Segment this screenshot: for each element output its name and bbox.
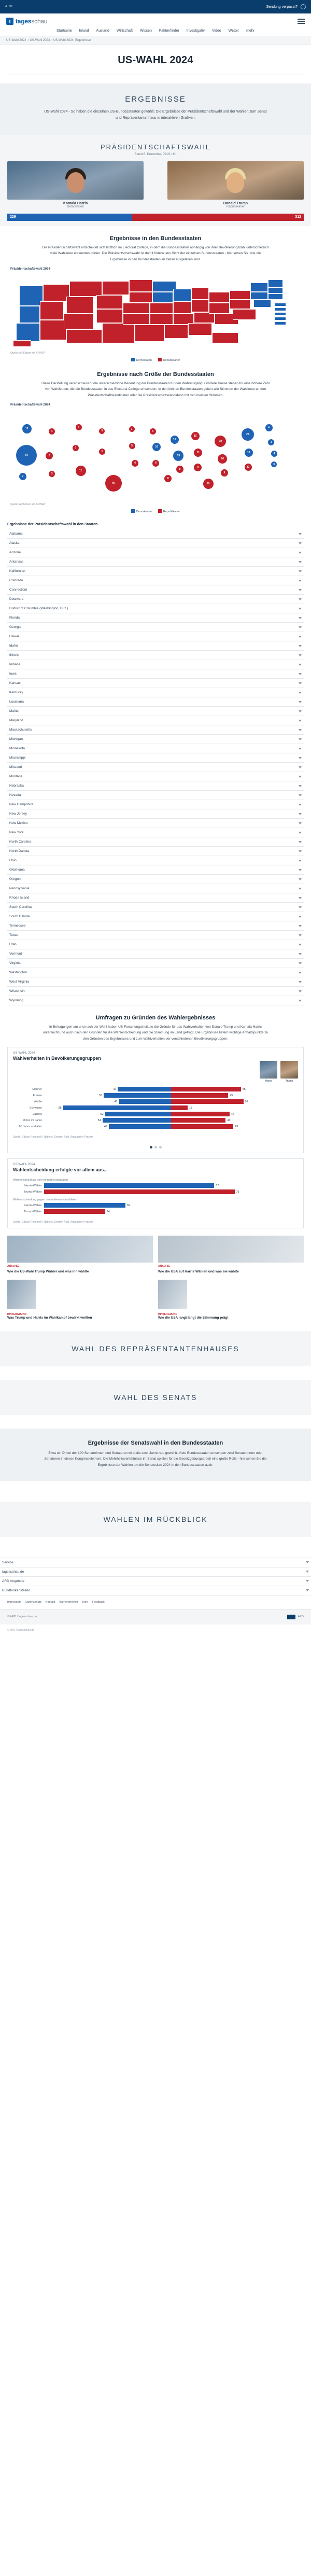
chevron-down-icon	[299, 766, 302, 768]
electoral-bar	[7, 214, 304, 221]
state-label: Alaska	[9, 541, 20, 545]
state-row-south-dakota[interactable]	[7, 912, 304, 921]
legend-democrats: Demokraten	[131, 358, 152, 362]
chevron-down-icon	[299, 822, 302, 824]
chevron-down-icon	[299, 692, 302, 694]
chart-row: Männer 42 55	[32, 1087, 246, 1091]
state-label: Arizona	[9, 551, 21, 555]
chevron-down-icon	[299, 580, 302, 582]
state-results-accordion	[0, 523, 311, 1005]
state-row-iowa[interactable]	[7, 669, 304, 679]
teaser-title[interactable]: Wie die USA auf Harris Wählen und was sie wählte	[158, 1270, 239, 1274]
presidential-timestamp: Stand 6. Dezember, 09:21 Uhr	[134, 152, 177, 156]
chevron-down-icon	[299, 804, 302, 806]
chevron-down-icon	[299, 729, 302, 731]
chevron-down-icon	[299, 841, 302, 843]
teaser-1[interactable]	[7, 1236, 153, 1275]
nav-item-startseite[interactable]: Startseite	[56, 29, 72, 33]
state-label: Montana	[9, 775, 23, 779]
chevron-down-icon	[299, 598, 302, 600]
ard-topbar	[0, 0, 311, 13]
chart-row: Trump-Wähler 24	[24, 1210, 110, 1213]
chevron-down-icon	[299, 589, 302, 591]
teaser-title[interactable]: Was Trump und Harris im Wahlkampf bewirkt wollten	[7, 1315, 92, 1320]
state-row-vermont[interactable]	[7, 949, 304, 959]
breadcrumb-item-3: US-Wahl 2024: Ergebnisse	[53, 39, 91, 42]
carousel-dot-3[interactable]	[159, 1146, 162, 1149]
chevron-down-icon	[299, 897, 302, 899]
chart-topics-title: Wahlentscheidung erfolgte vor allem aus...	[13, 1167, 108, 1173]
state-row-indiana[interactable]	[7, 660, 304, 669]
state-label: Wisconsin	[9, 989, 25, 993]
chart-thumb-trump: Trump	[280, 1061, 298, 1083]
nav-item-mehr[interactable]: mehr	[246, 29, 255, 33]
chevron-down-icon	[299, 682, 302, 684]
state-label: New York	[9, 831, 24, 835]
candidate-trump	[167, 161, 304, 208]
page-title: US-WAHL 2024	[118, 54, 193, 66]
chevron-down-icon	[299, 636, 302, 638]
teaser-image	[158, 1280, 187, 1309]
chart-topics-section-2: Wahlentscheidung gegen den anderen Kandidaten	[13, 1198, 77, 1202]
carousel-dot-2[interactable]	[154, 1146, 157, 1149]
chevron-down-icon	[299, 617, 302, 619]
state-label: Delaware	[9, 597, 24, 601]
state-label: Virginia	[9, 961, 21, 965]
chart-row: Schwarze 85 13	[29, 1106, 192, 1110]
chevron-down-icon	[306, 1580, 309, 1582]
candidate-harris-party: Demokraten	[67, 205, 84, 208]
brand-mark-icon: t	[6, 18, 13, 25]
state-row-mississippi[interactable]	[7, 753, 304, 763]
state-label: Iowa	[9, 672, 17, 676]
elector-map-footnote: Quelle: AP/Edison via AP/NEP	[10, 503, 46, 507]
chevron-down-icon	[299, 542, 302, 544]
state-row-texas[interactable]	[7, 931, 304, 940]
state-row-louisiana[interactable]	[7, 697, 304, 707]
teaser-category: HINTERGRUND	[158, 1312, 177, 1316]
chevron-down-icon	[299, 916, 302, 918]
teaser-category: ANALYSE	[7, 1265, 20, 1268]
state-label: Massachusetts	[9, 728, 32, 732]
state-map-text: Die Präsidentschaftswahl entscheidet sich letztlich im Electoral College, in dem die Bundesstaaten abhängig von ihrer Bevölkerungszahl unterschiedlich viele Wahlleute entsenden dürfen. Die Präsidentschaftswahl ist damit föderal aus Sicht der einzelnen Bundesstaaten - hier sehen Sie, wie die Ergebnisse in den Bundesstaaten im Detail ausgefallen sind.	[42, 245, 269, 261]
state-row-massachusetts[interactable]	[7, 725, 304, 735]
state-label: Kentucky	[9, 691, 23, 695]
surveys-text: In Befragungen am und nach der Wahl haben US-Forschungsinstitute die Gründe für das Wahlverhalten von Donald Trump und Kamala Harris untersucht und auch nach den Gründen für die Wahlentscheidung und die Stimmung im Land gefragt. Die Ergebnisse liefern wichtige Anhaltspunkte zu den Gründen des Ergebnisses und zum Wahlverhalten der verschiedenen Bevölkerungsgruppen.	[43, 1025, 268, 1041]
state-row-north-carolina[interactable]	[7, 837, 304, 847]
site-header	[0, 13, 311, 36]
ard-badge-mark	[287, 1615, 295, 1619]
chevron-down-icon	[299, 776, 302, 778]
footer-link-hilfe[interactable]: Hilfe	[82, 1600, 88, 1604]
chart-row: Latinos 52 46	[33, 1112, 234, 1116]
state-row-washington[interactable]	[7, 968, 304, 977]
chart-card-groups	[7, 1047, 304, 1153]
state-row-pennsylvania[interactable]	[7, 884, 304, 893]
state-label: Michigan	[9, 737, 23, 741]
chart-row: 65 Jahre und älter 49 49	[19, 1125, 238, 1128]
state-row-nebraska[interactable]	[7, 781, 304, 791]
main-nav	[6, 25, 305, 36]
nav-item-faktenfinder[interactable]: Faktenfinder	[159, 29, 179, 33]
state-row-nevada[interactable]	[7, 791, 304, 800]
state-label: North Dakota	[9, 849, 30, 853]
state-label: Kalifornien	[9, 569, 25, 573]
state-row-kalifornien[interactable]	[7, 567, 304, 576]
teaser-3[interactable]	[7, 1280, 153, 1321]
state-label: Colorado	[9, 579, 23, 583]
footer-accordion	[0, 1558, 311, 1595]
state-map-title: Ergebnisse in den Bundesstaaten	[109, 235, 202, 242]
chevron-down-icon	[299, 664, 302, 666]
state-row-arizona[interactable]	[7, 548, 304, 557]
chart-groups-candidates	[8, 1061, 303, 1083]
nav-item-wirtschaft[interactable]: Wirtschaft	[116, 29, 133, 33]
state-label: Minnesota	[9, 747, 25, 751]
teaser-image	[7, 1236, 153, 1263]
state-label: Tennessee	[9, 924, 26, 928]
presidential-headline: PRÄSIDENTSCHAFTSWAHL	[100, 143, 211, 151]
teaser-4[interactable]	[158, 1280, 304, 1321]
senate-info-text: Etwa ein Drittel der 100 Senatorinnen und Senatoren wird alle zwei Jahre neu gewählt. Viele Bundesstaaten entsenden zwei Senatorinnen oder Senatoren in dieses Kongresselement. Die Mehrheitsverhältnisse im Senat spielen für die Gesetzgebungsarbeit eine große Rolle - hier sehen Sie die Ergebnisse der Wahlen um die Senatssitze 2024 in den Bundesstaaten auch.	[44, 1451, 267, 1467]
footer-section-label: Service	[2, 1560, 13, 1564]
state-row-wisconsin[interactable]	[7, 987, 304, 996]
chart-thumb-harris: Harris	[260, 1061, 277, 1083]
chevron-down-icon	[299, 813, 302, 815]
footer-section-tagesschau[interactable]	[0, 1567, 311, 1577]
legend-democrats-2: Demokraten	[131, 509, 152, 513]
state-row-missouri[interactable]	[7, 763, 304, 772]
chevron-down-icon	[299, 925, 302, 927]
state-label: Alabama	[9, 532, 23, 536]
breadcrumb-item-1[interactable]: US-Wahl 2024	[6, 39, 26, 42]
state-label: Missouri	[9, 765, 22, 769]
chart-topics-plot	[8, 1172, 303, 1221]
state-row-colorado[interactable]	[7, 576, 304, 585]
senate-section-banner: WAHL DES SENATS	[0, 1380, 311, 1415]
chevron-down-icon	[299, 990, 302, 992]
state-label: South Carolina	[9, 905, 32, 909]
footer-link-impressum[interactable]: Impressum	[7, 1600, 22, 1604]
nav-item-inland[interactable]: Inland	[79, 29, 89, 33]
chevron-down-icon	[299, 850, 302, 852]
electoral-bar-harris: 226	[7, 214, 132, 221]
chevron-down-icon	[299, 832, 302, 834]
footer-section-service[interactable]	[0, 1558, 311, 1567]
state-results-title: Ergebnisse der Präsidentschaftswahl in den Staaten	[7, 523, 98, 527]
us-state-map[interactable]	[7, 272, 304, 349]
footer-link-feedback[interactable]: Feedback	[92, 1600, 105, 1604]
chart-groups-footnote: Quelle: Edison Research / National Election Pool, Angaben in Prozent	[13, 1136, 93, 1139]
state-label: Louisiana	[9, 700, 24, 704]
elector-map-label: Präsidentschaftswahl 2024	[10, 403, 50, 407]
chevron-down-icon	[299, 570, 302, 572]
state-row-oregon[interactable]	[7, 875, 304, 884]
search-icon[interactable]	[301, 4, 306, 9]
state-row-michigan[interactable]	[7, 735, 304, 744]
state-label: Oregon	[9, 877, 21, 881]
chevron-down-icon	[299, 962, 302, 964]
footer-copyright-line: © ARD / tagesschau.de	[7, 1628, 35, 1632]
teaser-category: HINTERGRUND	[7, 1312, 26, 1316]
senate-info-section	[0, 1429, 311, 1481]
state-row-idaho[interactable]	[7, 641, 304, 651]
brand-logo[interactable]	[6, 18, 47, 25]
results-intro-text: US-Wahl 2024 - So haben die einzelnen US-Bundesstaaten gewählt: Die Ergebnisse der Präsidentschaftswahl und der Wahlen zum Senat und Repräsentantenhaus in interaktiven Grafiken.	[44, 110, 267, 120]
state-label: Washington	[9, 971, 27, 975]
chevron-down-icon	[299, 972, 302, 974]
state-label: Indiana	[9, 663, 21, 667]
state-label: Texas	[9, 933, 18, 937]
state-label: Nevada	[9, 793, 21, 797]
state-map-section	[0, 235, 311, 362]
footer-copyright: © ARD / tagesschau.de	[7, 1615, 37, 1619]
results-intro-title: ERGEBNISSE	[125, 95, 186, 104]
chevron-down-icon	[299, 561, 302, 563]
house-section-banner: WAHL DES REPRÄSENTANTENHAUSES	[0, 1331, 311, 1366]
chart-groups-plot	[8, 1083, 303, 1136]
chevron-down-icon	[299, 608, 302, 610]
state-label: Utah	[9, 943, 17, 947]
elector-map-text: Diese Darstellung veranschaulicht die unterschiedliche Bedeutung der Bundesstaaten für den Wahlausgang: Größere Kreise stehen für eine höhere Zahl von Wahlleuten, die die Bundesstaaten in das Electoral College entsenden. In den kleinen Bundesstaaten gelten alle Stimmen der Wahlleute an den Präsidentschaftskandidaten oder die Präsidentschaftskandidatin mit den meisten Stimmen.	[41, 381, 270, 397]
state-label: Idaho	[9, 644, 18, 648]
state-row-illinois[interactable]	[7, 651, 304, 660]
teaser-grid	[0, 1228, 311, 1331]
header-search-icon[interactable]	[288, 19, 293, 24]
candidate-trump-party: Republikaner	[226, 205, 245, 208]
candidate-trump-photo	[167, 161, 304, 200]
state-map-legend	[7, 358, 304, 362]
footer-link-kontakt[interactable]: Kontakt	[45, 1600, 55, 1604]
footer-section-ard-angebote[interactable]	[0, 1577, 311, 1586]
chart-card-motivation	[7, 1158, 304, 1228]
electoral-bar-trump: 312	[132, 214, 304, 221]
teaser-title[interactable]: Wie die USA langt langt die Stimmung prägt	[158, 1315, 229, 1320]
chart-row: Harris-Wähler 32	[24, 1203, 130, 1207]
chevron-down-icon	[299, 748, 302, 750]
state-row-utah[interactable]	[7, 940, 304, 949]
chart-row: Frauen 53 45	[33, 1094, 233, 1097]
state-row-maryland[interactable]	[7, 716, 304, 725]
retrospective-banner: WAHLEN IM RÜCKBLICK	[0, 1502, 311, 1537]
teaser-title[interactable]: Wie die US-Wahl Trump Wähler und was ihn wählte	[7, 1270, 89, 1274]
state-row-new-jersey[interactable]	[7, 809, 304, 819]
chart-row: 18 bis 29 Jahre 54 43	[22, 1118, 231, 1122]
results-intro-section	[0, 83, 311, 135]
ard-logo-group[interactable]	[5, 5, 12, 8]
state-label: Illinois	[9, 653, 19, 657]
state-row-south-carolina[interactable]	[7, 903, 304, 912]
state-map-label: Präsidentschaftswahl 2024	[10, 267, 50, 271]
state-row-connecticut[interactable]	[7, 585, 304, 595]
senate-info-title: Ergebnisse der Senatswahl in den Bundesstaaten	[88, 1439, 223, 1446]
state-label: South Dakota	[9, 915, 30, 919]
state-label: New Mexico	[9, 821, 28, 825]
state-row-alabama[interactable]	[7, 529, 304, 539]
candidate-harris-photo	[7, 161, 144, 200]
state-label: New Jersey	[9, 812, 27, 816]
chevron-down-icon	[299, 860, 302, 862]
chevron-down-icon	[299, 673, 302, 675]
chart-row: Weiße 41 57	[34, 1100, 248, 1103]
state-label: New Hampshire	[9, 803, 34, 807]
state-row-west-virginia[interactable]	[7, 977, 304, 987]
nav-item-investigativ[interactable]: Investigativ	[186, 29, 205, 33]
elector-map-section	[0, 371, 311, 513]
state-label: Rhode Island	[9, 896, 30, 900]
chevron-down-icon	[299, 953, 302, 955]
chevron-down-icon	[299, 533, 302, 535]
state-label: Florida	[9, 616, 20, 620]
state-label: Kansas	[9, 681, 21, 685]
state-row-kentucky[interactable]	[7, 688, 304, 697]
state-row-maine[interactable]	[7, 707, 304, 716]
elector-map-legend	[7, 509, 304, 513]
chevron-down-icon	[299, 710, 302, 712]
state-label: Arkansas	[9, 560, 24, 564]
footer-section-rundfunkanstalten[interactable]	[0, 1586, 311, 1595]
ard-badge-label: ARD	[298, 1615, 304, 1619]
elector-map-title: Ergebnisse nach Größe der Bundesstaaten	[97, 371, 214, 377]
footer-link-datenschutz[interactable]: Datenschutz	[25, 1600, 41, 1604]
teaser-category: ANALYSE	[158, 1265, 171, 1268]
candidate-trump-name: Donald Trump	[223, 201, 248, 205]
menu-icon[interactable]	[298, 19, 305, 24]
state-label: Maine	[9, 709, 19, 713]
state-label: Pennsylvania	[9, 887, 30, 891]
chevron-down-icon	[299, 701, 302, 703]
footer-section-label: ARD Angebote	[2, 1579, 25, 1583]
chart-topics-section-1: Wahlentscheidung von meinem Kandidaten	[13, 1179, 68, 1182]
state-row-new-mexico[interactable]	[7, 819, 304, 828]
state-label: Wyoming	[9, 999, 24, 1003]
state-row-alaska[interactable]	[7, 539, 304, 548]
carousel-dot-1[interactable]	[150, 1146, 152, 1149]
footer-link-barrierefreiheit[interactable]: Barrierefreiheit	[59, 1600, 78, 1604]
chevron-down-icon	[299, 934, 302, 936]
state-row-montana[interactable]	[7, 772, 304, 781]
chevron-down-icon	[299, 785, 302, 787]
state-row-georgia[interactable]	[7, 623, 304, 632]
surveys-section	[0, 1015, 311, 1042]
teaser-image	[7, 1280, 36, 1309]
presidential-result-card	[0, 135, 311, 226]
nav-item-ausland[interactable]: Ausland	[96, 29, 109, 33]
state-row-tennessee[interactable]	[7, 921, 304, 931]
footer-bottom	[0, 1609, 311, 1625]
state-label: Nebraska	[9, 784, 24, 788]
chevron-down-icon	[299, 869, 302, 871]
candidate-harris	[7, 161, 144, 208]
nav-item-video[interactable]: Video	[211, 29, 221, 33]
chevron-down-icon	[299, 626, 302, 628]
chevron-down-icon	[299, 738, 302, 740]
chart-topics-footnote: Quelle: Edison Research / National Election Pool, Angaben in Prozent	[13, 1221, 93, 1224]
chevron-down-icon	[299, 981, 302, 983]
chart-row: Trump-Wähler 75	[24, 1190, 239, 1194]
state-row-wyoming[interactable]	[7, 996, 304, 1005]
state-row-ohio[interactable]	[7, 856, 304, 865]
us-elector-bubble-map[interactable]: 54 12 7 4 6 3 4 3 11 3 5 40 3 5 6 4 10 6 8 10 19 8 15 11 9 30 19 16 9 28 10 13 4 3 4 3	[7, 408, 304, 501]
chevron-down-icon	[306, 1561, 309, 1563]
missed-show-link[interactable]: Sendung verpasst?	[266, 5, 298, 9]
footer-links	[0, 1595, 311, 1609]
chevron-down-icon	[299, 654, 302, 656]
state-row-oklahoma[interactable]	[7, 865, 304, 875]
chevron-down-icon	[299, 878, 302, 880]
state-row-new-hampshire[interactable]	[7, 800, 304, 809]
brand-name: tagesschau	[16, 18, 48, 25]
nav-item-wetter[interactable]: Wetter	[228, 29, 239, 33]
chevron-down-icon	[299, 888, 302, 890]
chart-topics-kicker: US-WAHL 2024	[13, 1163, 35, 1167]
chevron-down-icon	[299, 944, 302, 946]
ard-logo-label: ARD	[5, 5, 13, 8]
state-row-north-dakota[interactable]	[7, 847, 304, 856]
breadcrumb: US-Wahl 2024 › US-Wahl 2024 › US-Wahl 2024: Ergebnisse	[0, 36, 311, 45]
state-label: Connecticut	[9, 588, 27, 592]
breadcrumb-item-2[interactable]: US-Wahl 2024	[30, 39, 50, 42]
state-row-florida[interactable]	[7, 613, 304, 623]
state-row-minnesota[interactable]	[7, 744, 304, 753]
chevron-down-icon	[299, 757, 302, 759]
legend-republicans: Republikaner	[158, 358, 180, 362]
chart-groups-title: Wahlverhalten in Bevölkerungsgruppen	[13, 1056, 101, 1061]
chevron-down-icon	[299, 645, 302, 647]
state-label: Maryland	[9, 719, 23, 723]
chevron-down-icon	[299, 794, 302, 796]
chevron-down-icon	[299, 906, 302, 908]
state-label: Georgia	[9, 625, 22, 629]
state-row-hawaii[interactable]	[7, 632, 304, 641]
state-label: Vermont	[9, 952, 22, 956]
chevron-down-icon	[299, 552, 302, 554]
ard-badge[interactable]	[287, 1615, 304, 1619]
state-row-arkansas[interactable]	[7, 557, 304, 567]
chevron-down-icon	[306, 1589, 309, 1591]
candidate-harris-name: Kamala Harris	[63, 201, 88, 205]
chevron-down-icon	[299, 1000, 302, 1002]
chevron-down-icon	[306, 1571, 309, 1573]
state-label: Hawaii	[9, 635, 20, 639]
teaser-image	[158, 1236, 304, 1263]
footer-section-label: tagesschau.de	[2, 1570, 24, 1574]
state-map-footnote: Quelle: AP/Edison via AP/NEP	[10, 351, 46, 355]
state-label: District of Columbia (Washington, D.C.)	[9, 607, 68, 611]
state-label: Oklahoma	[9, 868, 25, 872]
state-row-dc[interactable]	[7, 604, 304, 613]
chevron-down-icon	[299, 720, 302, 722]
state-row-new-york[interactable]	[7, 828, 304, 837]
state-row-kansas[interactable]	[7, 679, 304, 688]
state-row-delaware[interactable]	[7, 595, 304, 604]
nav-item-wissen[interactable]: Wissen	[139, 29, 152, 33]
chart-groups-kicker: US-WAHL 2024	[13, 1052, 35, 1055]
teaser-2[interactable]	[158, 1236, 304, 1275]
state-label: North Carolina	[9, 840, 31, 844]
chart-row: Harris-Wähler 67	[24, 1184, 219, 1187]
state-row-virginia[interactable]	[7, 959, 304, 968]
state-label: Ohio	[9, 859, 17, 863]
state-label: Mississippi	[9, 756, 26, 760]
surveys-title: Umfragen zu Gründen des Wahlergebnisses	[95, 1015, 216, 1021]
legend-republicans-2: Republikaner	[158, 509, 180, 513]
state-row-rhode-island[interactable]	[7, 893, 304, 903]
footer-section-label: Rundfunkanstalten	[2, 1588, 31, 1592]
state-label: West Virginia	[9, 980, 30, 984]
carousel-dots[interactable]	[8, 1143, 303, 1153]
